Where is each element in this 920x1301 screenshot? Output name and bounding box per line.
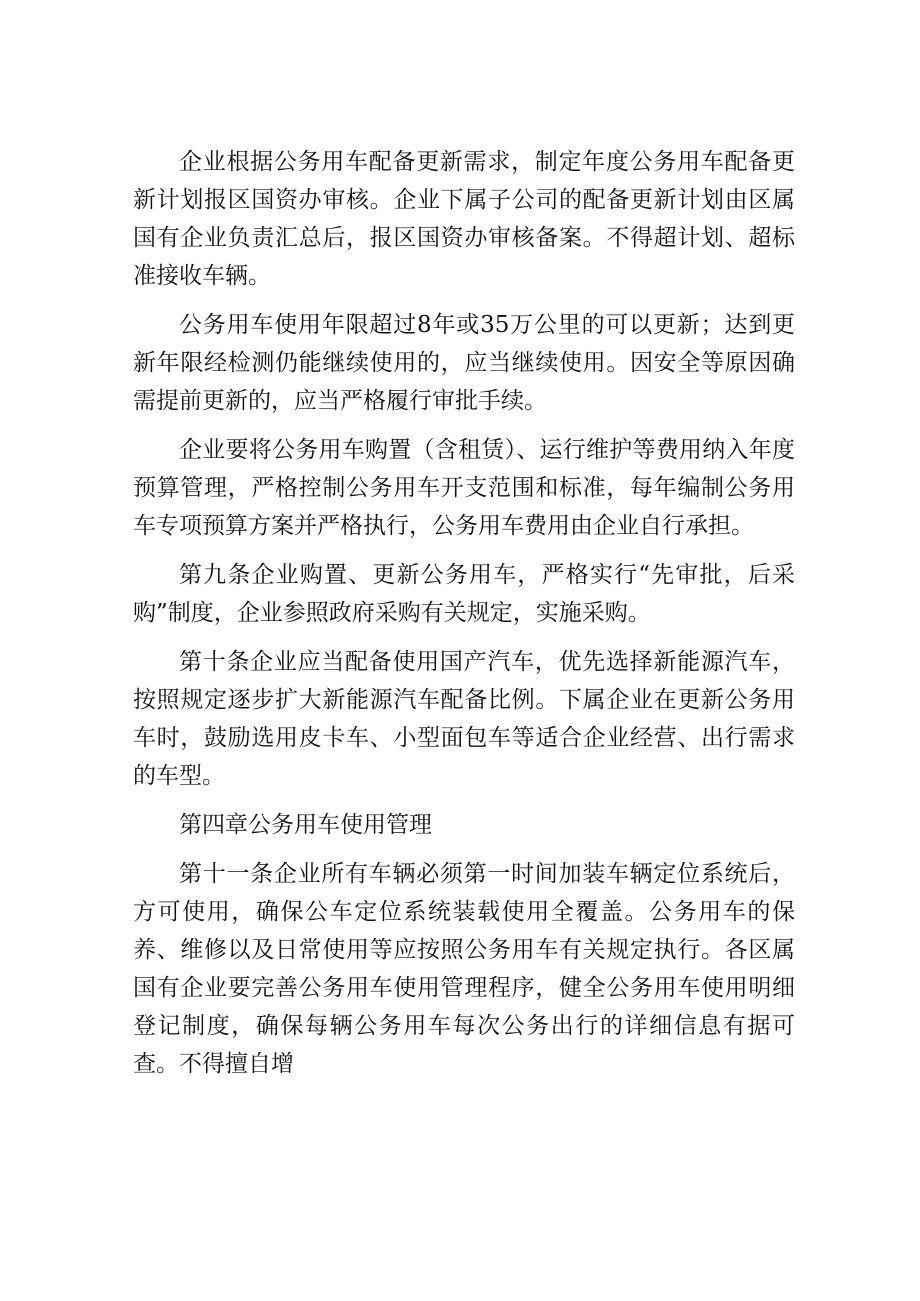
document-body: [133, 143, 795, 1094]
chapter-4-heading: 第四章公务用车使用管理: [179, 812, 432, 838]
paragraph-article-9: 第九条企业购置、更新公务用车，严格实行“先审批，后采购”制度，企业参照政府采购有关规定，实施采购。: [133, 562, 795, 626]
paragraph-budget: 企业要将公务用车购置（含租赁）、运行维护等费用纳入年度预算管理，严格控制公务用车开支范围和标准，每年编制公务用车专项预算方案并严格执行，公务用车费用由企业自行承担。: [133, 437, 795, 539]
paragraph-article-11: 第十一条企业所有车辆必须第一时间加装车辆定位系统后，方可使用，确保公车定位系统装载使用全覆盖。公务用车的保养、维修以及日常使用等应按照公务用车有关规定执行。各区属国有企业要完善公务用车使用管理程序，健全公务用车使用明细登记制度，确保每辆公务用车每次公务出行的详细信息有据可查。不得擅自增: [133, 861, 795, 1077]
paragraph-vehicle-plan: 企业根据公务用车配备更新需求，制定年度公务用车配备更新计划报区国资办审核。企业下属子公司的配备更新计划由区属国有企业负责汇总后，报区国资办审核备案。不得超计划、超标准接收车辆。: [133, 149, 795, 289]
paragraph-vehicle-renewal: 公务用车使用年限超过8年或35万公里的可以更新；达到更新年限经检测仍能继续使用的，应当继续使用。因安全等原因确需提前更新的，应当严格履行审批手续。: [133, 312, 795, 414]
paragraph-article-10: 第十条企业应当配备使用国产汽车，优先选择新能源汽车，按照规定逐步扩大新能源汽车配备比例。下属企业在更新公务用车时，鼓励选用皮卡车、小型面包车等适合企业经营、出行需求的车型。: [133, 649, 795, 789]
